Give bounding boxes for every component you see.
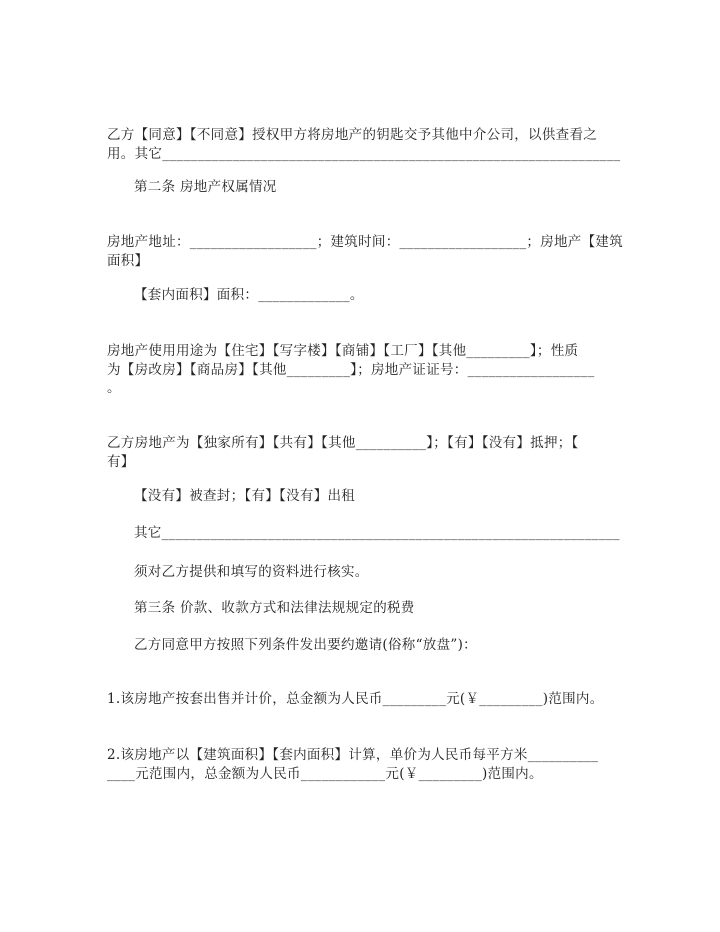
paragraph-listing-invitation: 乙方同意甲方按照下列条件发出要约邀请(俗称“放盘”)： [134, 637, 477, 653]
paragraph-usage-line-1: 房地产使用用途为【住宅】【写字楼】【商铺】【工厂】【其他_________】；性质 [107, 343, 579, 359]
paragraph-verify: 须对乙方提供和填写的资料进行核实。 [134, 564, 369, 580]
paragraph-address-line-1: 房地产地址：__________________；建筑时间：__________________；房地产【建筑 [107, 234, 623, 250]
paragraph-address-line-2: 面积】 [107, 253, 149, 269]
paragraph-ownership-line-1: 乙方房地产为【独家所有】【共有】【其他__________】；【有】【没有】抵押；【 [107, 435, 579, 451]
paragraph-other: 其它_________________________________________________________________ [134, 525, 620, 541]
paragraph-inner-area: 【套内面积】面积：_____________。 [134, 287, 364, 303]
article-2-heading: 第二条 房地产权属情况 [134, 179, 277, 195]
paragraph-usage-line-2: 为【房改房】【商品房】【其他_________】；房地产证证号：__________________ [107, 362, 595, 378]
clause-2-line-1: 2.该房地产以【建筑面积】【套内面积】计算，单价为人民币每平方米__________ [107, 747, 599, 763]
paragraph-usage-line-3: 。 [107, 380, 121, 396]
clause-2-line-2: ____元范围内，总金额为人民币____________元(￥_________)范围内。 [107, 766, 543, 782]
paragraph-seizure-rental: 【没有】被查封；【有】【没有】出租 [134, 488, 356, 504]
clause-1: 1.该房地产按套出售并计价，总金额为人民币_________元(￥_________)范围内。 [107, 691, 604, 707]
paragraph-ownership-line-2: 有】 [107, 454, 135, 470]
paragraph-key-handover-line-1: 乙方【同意】【不同意】授权甲方将房地产的钥匙交予其他中介公司，以供查看之 [107, 127, 598, 143]
paragraph-key-handover-line-2: 用。其它_________________________________________________________________ [107, 146, 621, 162]
article-3-heading: 第三条 价款、收款方式和法律法规规定的税费 [134, 600, 415, 616]
